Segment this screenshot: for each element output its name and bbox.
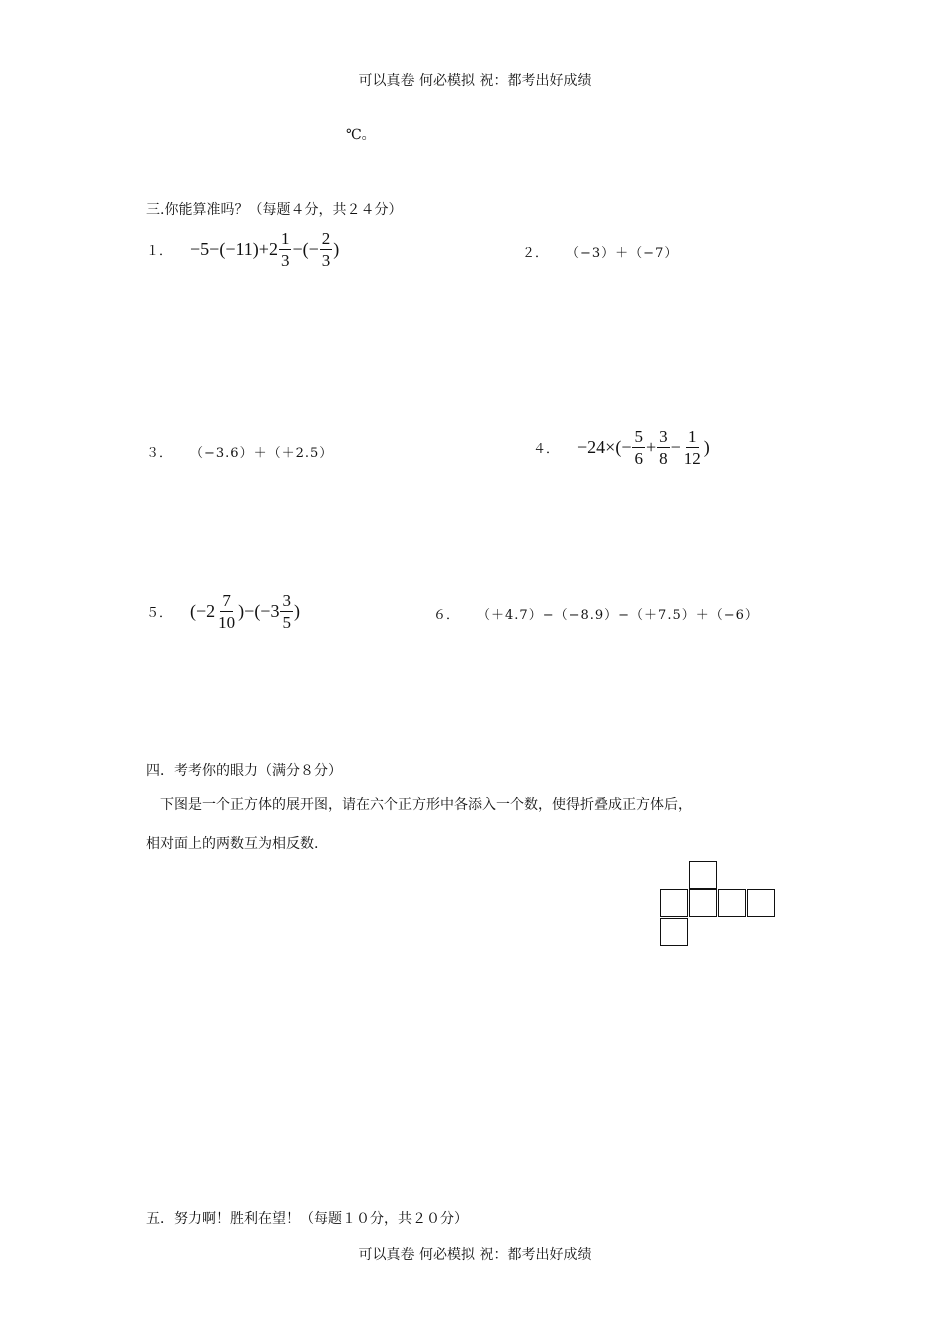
expr-text: − [670, 437, 681, 457]
section-3-title: 三.你能算准吗？（每题４分，共２４分） [146, 202, 403, 218]
numerator: 3 [282, 591, 291, 610]
expr-text: )−(−3 [238, 601, 280, 621]
problem-number: ２． [522, 246, 549, 261]
problem-4 [533, 428, 710, 467]
expr-text: −24×(− [577, 437, 632, 457]
fraction [216, 592, 237, 631]
numerator: 1 [688, 427, 697, 446]
expr-text: −5−(−11)+2 [190, 239, 278, 259]
expr-text: ) [333, 239, 340, 259]
expression: （−3.6）＋（＋2.5） [190, 446, 334, 461]
denominator: 5 [282, 613, 291, 632]
fraction [682, 428, 703, 467]
fraction [657, 428, 670, 467]
expr-text: −(− [292, 239, 319, 259]
denominator: 6 [634, 449, 643, 468]
cube-net-diagram [660, 861, 778, 951]
net-square [718, 889, 746, 917]
expression: （＋4.7）−（−8.9）−（＋7.5）＋（−6） [477, 608, 759, 623]
section-4-title: 四．考考你的眼力（满分８分） [146, 763, 342, 779]
numerator: 1 [280, 229, 290, 248]
expression: （−3）＋（−7） [566, 246, 679, 261]
expr-text: (−2 [190, 601, 216, 621]
numerator: 3 [659, 427, 668, 446]
denominator: 3 [321, 251, 331, 270]
problem-3 [146, 442, 333, 461]
section-4-body-line-1: 下图是一个正方体的展开图，请在六个正方形中各添入一个数，使得折叠成正方体后， [160, 797, 692, 813]
expression [577, 428, 710, 467]
problem-number: ６． [433, 608, 460, 623]
problem-1 [146, 230, 339, 269]
expr-text: ) [293, 601, 300, 621]
expression [190, 592, 300, 631]
problem-6 [433, 604, 759, 623]
fraction [632, 428, 645, 467]
expr-text: + [645, 437, 657, 457]
fraction [280, 592, 293, 631]
page-header: 可以真卷 何必模拟 祝：都考出好成绩 [358, 73, 592, 89]
denominator: 12 [683, 449, 701, 468]
problem-2 [522, 242, 678, 261]
problem-number: ４． [533, 442, 560, 457]
expression [190, 230, 339, 269]
problem-number: ３． [146, 446, 173, 461]
fraction [320, 230, 333, 269]
section-5-title: 五．努力啊！胜利在望！（每题１０分，共２０分） [146, 1211, 468, 1227]
net-square [747, 889, 775, 917]
fraction [279, 230, 292, 269]
denominator: 10 [218, 613, 236, 632]
denominator: 3 [280, 251, 290, 270]
net-square [689, 861, 717, 889]
problem-number: １． [146, 244, 173, 259]
numerator: 7 [222, 591, 231, 610]
section-4-body-line-2: 相对面上的两数互为相反数. [146, 836, 319, 852]
numerator: 2 [321, 229, 331, 248]
denominator: 8 [659, 449, 668, 468]
continuation-text: ℃。 [346, 127, 376, 143]
net-square [689, 889, 717, 917]
problem-5 [146, 592, 300, 631]
numerator: 5 [634, 427, 643, 446]
problem-number: ５． [146, 606, 173, 621]
net-square [660, 918, 688, 946]
expr-text: ) [703, 437, 710, 457]
page-footer: 可以真卷 何必模拟 祝：都考出好成绩 [358, 1247, 592, 1263]
net-square [660, 889, 688, 917]
